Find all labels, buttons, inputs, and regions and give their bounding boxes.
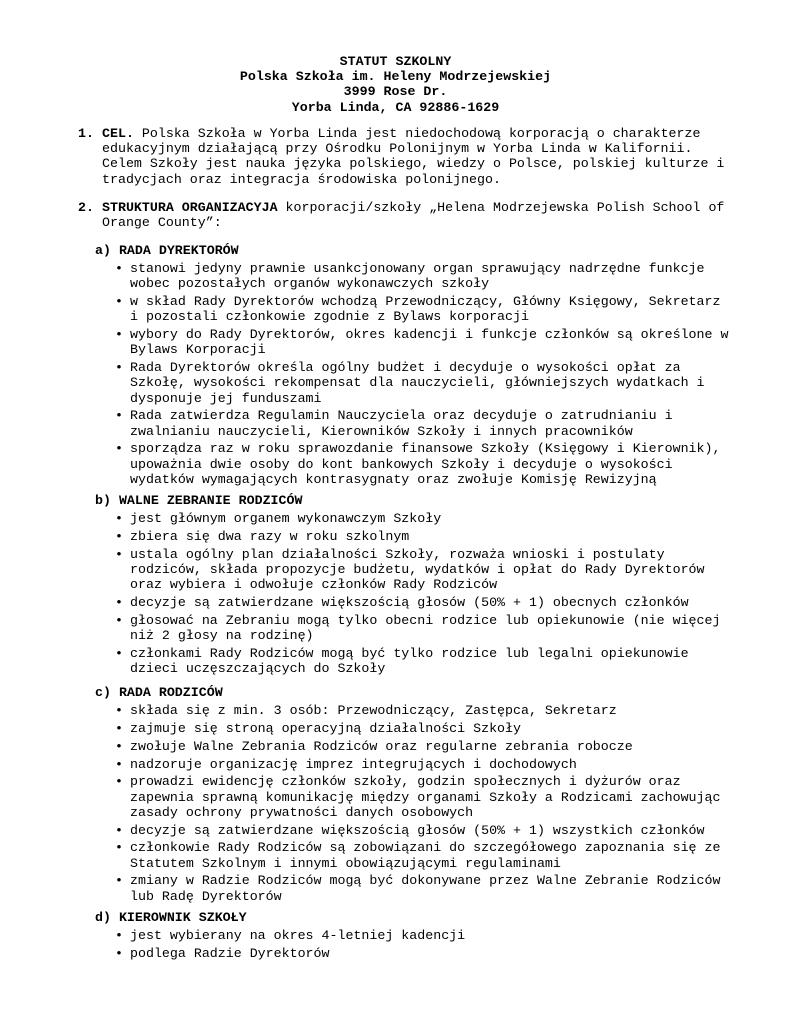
list-item: • decyzje są zatwierdzane większością głosów (50% + 1) obecnych członków — [95, 595, 735, 610]
city-state-zip: Yorba Linda, CA 92886-1629 — [291, 99, 500, 115]
subsection-parents-council — [95, 685, 735, 906]
list-item: • jest wybierany na okres 4-letniej kadencji — [95, 928, 735, 943]
list-item: • jest głównym organem wykonawczym Szkoły — [95, 511, 735, 526]
list-item: • Rada zatwierdza Regulamin Nauczyciela oraz decyduje o zatrudnianiu i zwalnianiu nauczycieli, Kierowników Szkoły i innych pracowników — [95, 408, 735, 438]
subsection-title: a) RADA DYREKTORÓW — [95, 243, 239, 258]
list-item: • głosować na Zebraniu mogą tylko obecni rodzice lub opiekunowie (nie więcej niż 2 głosy na rodzinę) — [95, 613, 735, 643]
street-address: 3999 Rose Dr. — [343, 84, 448, 100]
list-item: • nadzoruje organizację imprez integrujących i dochodowych — [95, 757, 735, 772]
bullet-list — [95, 511, 735, 676]
section-label: CEL. — [102, 126, 134, 141]
list-item: • decyzje są zatwierdzane większością głosów (50% + 1) wszystkich członków — [95, 823, 735, 838]
subsection-title: b) WALNE ZEBRANIE RODZICÓW — [95, 493, 303, 508]
list-item: • podlega Radzie Dyrektorów — [95, 946, 735, 961]
section-text: Polska Szkoła w Yorba Linda jest niedochodową korporacją o charakterze edukacyjnym działającą przy Ośrodku Polonijnym w Yorba Linda w Kalifornii. Celem Szkoły jest nauka języka polskiego, wiedzy o Polsce, polskiej kulturze i tradycjach oraz integracja środowiska polonijnego. — [102, 126, 725, 187]
bullet-list — [95, 703, 735, 904]
school-name: Polska Szkoła im. Heleny Modrzejewskiej — [239, 69, 552, 85]
list-item: • ustala ogólny plan działalności Szkoły, rozważa wnioski i postulaty rodziców, składa propozycje budżetu, wydatków i opłat do Rady Dyrektorów oraz wybiera i odwołuje członków Rady Rodziców — [95, 547, 735, 593]
section-text: korporacji/szkoły „Helena Modrzejewska Polish School of Orange County”: — [102, 200, 725, 231]
subsection-school-principal — [95, 910, 735, 964]
subsection-board-of-directors — [95, 243, 735, 490]
list-item: • Rada Dyrektorów określa ogólny budżet i decyduje o wysokości opłat za Szkołę, wysokości rekompensat dla nauczycieli, główniejszych wydatkach i dysponuje jej funduszami — [95, 360, 735, 406]
bullet-list — [95, 928, 735, 961]
subsection-title: c) RADA RODZICÓW — [95, 685, 223, 700]
section-1-paragraph — [102, 126, 738, 187]
section-1-goal — [78, 126, 738, 187]
section-label: STRUKTURA ORGANIZACYJA — [102, 200, 278, 215]
section-2-paragraph — [102, 200, 738, 230]
list-item: • w skład Rady Dyrektorów wchodzą Przewodniczący, Główny Księgowy, Sekretarz i pozostali członkowie zgodnie z Bylaws korporacji — [95, 294, 735, 324]
section-number: 1. — [78, 126, 94, 141]
list-item: • stanowi jedyny prawnie usankcjonowany organ sprawujący nadrzędne funkcje wobec pozostałych organów wykonawczych szkoły — [95, 261, 735, 291]
list-item: • zbiera się dwa razy w roku szkolnym — [95, 529, 735, 544]
list-item: • sporządza raz w roku sprawozdanie finansowe Szkoły (Księgowy i Kierownik), upoważnia dwie osoby do kont bankowych Szkoły i decyduje o wysokości wydatków wymagających kontrasygnaty oraz zwołuje Komisję Rewizyjną — [95, 441, 735, 487]
list-item: • zmiany w Radzie Rodziców mogą być dokonywane przez Walne Zebranie Rodziców lub Radę Dyrektorów — [95, 873, 735, 903]
subsection-title: d) KIEROWNIK SZKOŁY — [95, 910, 247, 925]
section-number: 2. — [78, 200, 94, 215]
subsection-general-parents-meeting — [95, 493, 735, 679]
list-item: • zwołuje Walne Zebrania Rodziców oraz regularne zebrania robocze — [95, 739, 735, 754]
list-item: • członkowie Rady Rodziców są zobowiązani do szczegółowego zapoznania się ze Statutem Szkolnym i innymi obowiązującymi regulaminami — [95, 840, 735, 870]
list-item: • członkami Rady Rodziców mogą być tylko rodzice lub legalni opiekunowie dzieci uczęszczających do Szkoły — [95, 646, 735, 676]
list-item: • zajmuje się stroną operacyjną działalności Szkoły — [95, 721, 735, 736]
list-item: • prowadzi ewidencję członków szkoły, godzin społecznych i dyżurów oraz zapewnia sprawną komunikację między organami Szkoły a Rodzicami zachowując zasady ochrony prywatności danych osobowych — [95, 774, 735, 820]
bullet-list — [95, 261, 735, 487]
list-item: • wybory do Rady Dyrektorów, okres kadencji i funkcje członków są określone w Bylaws Korporacji — [95, 327, 735, 357]
section-2-structure — [78, 200, 738, 230]
document-header — [0, 54, 791, 115]
document-title: STATUT SZKOLNY — [339, 54, 452, 69]
list-item: • składa się z min. 3 osób: Przewodniczący, Zastępca, Sekretarz — [95, 703, 735, 718]
